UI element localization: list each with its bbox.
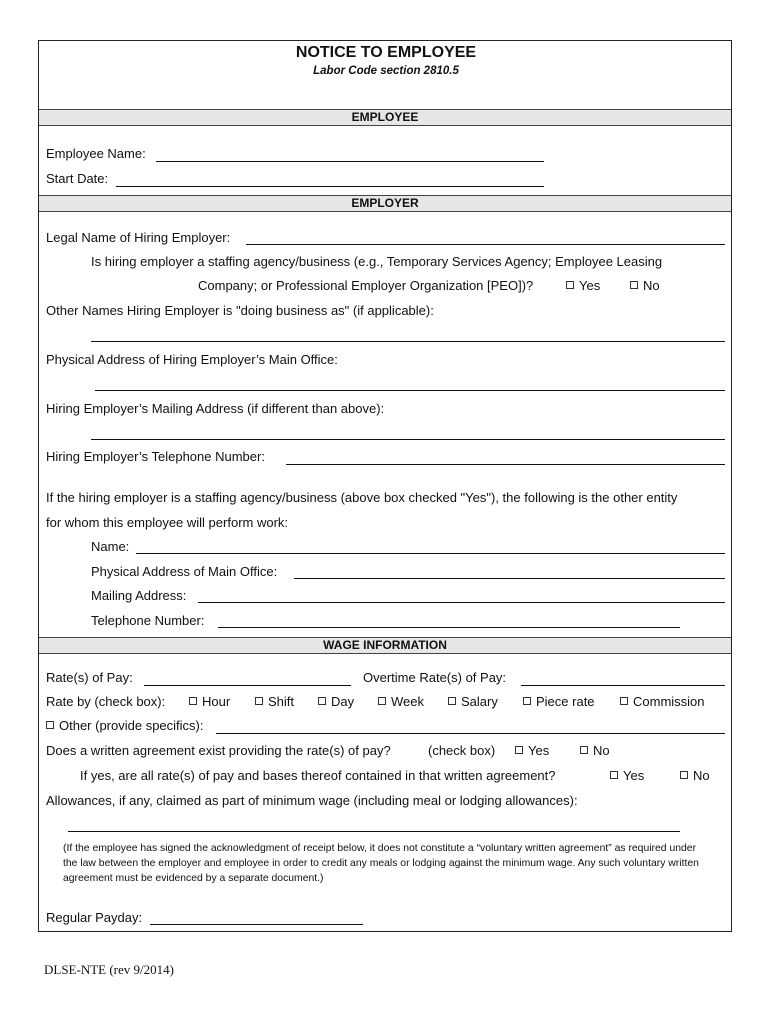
start-date-label: Start Date:	[46, 171, 109, 186]
other-names-field[interactable]	[91, 341, 725, 342]
written-agreement-question: Does a written agreement exist providing the rate(s) of pay?	[46, 743, 391, 758]
rate-commission-checkbox[interactable]: Commission	[620, 694, 705, 709]
section-wage: WAGE INFORMATION	[39, 637, 731, 654]
checkbox-icon	[189, 697, 197, 705]
staffing-yes-checkbox[interactable]: Yes	[566, 278, 600, 293]
form-subtitle: Labor Code section 2810.5	[313, 65, 459, 77]
telephone-field[interactable]	[286, 464, 725, 465]
rate-piece-checkbox[interactable]: Piece rate	[523, 694, 595, 709]
employee-name-label: Employee Name:	[46, 146, 146, 161]
legal-name-label: Legal Name of Hiring Employer:	[46, 230, 231, 245]
written-no-checkbox[interactable]: No	[580, 743, 610, 758]
rate-other-field[interactable]	[216, 733, 725, 734]
rates-field[interactable]	[144, 685, 351, 686]
checkbox-icon	[515, 746, 523, 754]
section-employer: EMPLOYER	[39, 195, 731, 212]
staffing-question-line2: Company; or Professional Employer Organization [PEO])?	[198, 278, 534, 293]
checkbox-icon	[46, 721, 54, 729]
checkbox-icon	[255, 697, 263, 705]
mailing-address-field[interactable]	[91, 439, 725, 440]
rate-other-checkbox[interactable]: Other (provide specifics):	[46, 718, 204, 733]
contained-no-checkbox[interactable]: No	[680, 768, 710, 783]
overtime-label: Overtime Rate(s) of Pay:	[363, 670, 507, 685]
form-code: DLSE-NTE (rev 9/2014)	[44, 962, 174, 977]
checkbox-icon	[580, 746, 588, 754]
overtime-field[interactable]	[521, 685, 725, 686]
rate-day-checkbox[interactable]: Day	[318, 694, 354, 709]
other-entity-mailing-field[interactable]	[198, 602, 725, 603]
checkbox-icon	[630, 281, 638, 289]
rate-week-checkbox[interactable]: Week	[378, 694, 424, 709]
rate-shift-checkbox[interactable]: Shift	[255, 694, 294, 709]
staffing-note-line2: for whom this employee will perform work:	[46, 515, 289, 530]
staffing-note-line1: If the hiring employer is a staffing agency/business (above box checked "Yes"), the following is the other entity	[46, 490, 678, 505]
other-names-label: Other Names Hiring Employer is "doing business as" (if applicable):	[46, 303, 434, 318]
rate-salary-checkbox[interactable]: Salary	[448, 694, 498, 709]
start-date-field[interactable]	[116, 186, 544, 187]
payday-field[interactable]	[150, 924, 363, 925]
allowances-label: Allowances, if any, claimed as part of minimum wage (including meal or lodging allowances):	[46, 793, 578, 808]
checkbox-icon	[620, 697, 628, 705]
telephone-label: Hiring Employer’s Telephone Number:	[46, 449, 265, 464]
staffing-question-line1: Is hiring employer a staffing agency/business (e.g., Temporary Services Agency; Employee Leasing	[91, 254, 663, 269]
physical-address-label: Physical Address of Hiring Employer’s Main Office:	[46, 352, 338, 367]
employee-name-field[interactable]	[156, 161, 544, 162]
checkbox-icon	[610, 771, 618, 779]
mailing-address-label: Hiring Employer’s Mailing Address (if different than above):	[46, 401, 385, 416]
other-entity-phone-label: Telephone Number:	[91, 613, 205, 628]
other-entity-phone-field[interactable]	[218, 627, 680, 628]
rate-hour-checkbox[interactable]: Hour	[189, 694, 230, 709]
notice-form	[38, 40, 732, 932]
written-yes-checkbox[interactable]: Yes	[515, 743, 549, 758]
acknowledgment-note: (If the employee has signed the acknowledgment of receipt below, it does not constitute a “voluntary written agreement” as required under the law between the employer and employee in order to credit any meals or lodging against the minimum wage. Any such voluntary written agreement must be evidenced by a separate document.)	[63, 843, 699, 884]
other-entity-physical-field[interactable]	[294, 578, 725, 579]
checkbox-icon	[523, 697, 531, 705]
payday-label: Regular Payday:	[46, 910, 143, 925]
allowances-field[interactable]	[68, 831, 680, 832]
form-title: NOTICE TO EMPLOYEE	[295, 44, 477, 61]
rate-by-label: Rate by (check box):	[46, 694, 166, 709]
other-entity-name-field[interactable]	[136, 553, 725, 554]
rates-label: Rate(s) of Pay:	[46, 670, 133, 685]
checkbox-icon	[566, 281, 574, 289]
staffing-no-checkbox[interactable]: No	[630, 278, 660, 293]
checkbox-icon	[680, 771, 688, 779]
checkbox-icon	[448, 697, 456, 705]
legal-name-field[interactable]	[246, 244, 725, 245]
other-entity-mailing-label: Mailing Address:	[91, 588, 187, 603]
contained-yes-checkbox[interactable]: Yes	[610, 768, 644, 783]
section-employee: EMPLOYEE	[39, 109, 731, 126]
contained-question: If yes, are all rate(s) of pay and bases thereof contained in that written agreement?	[80, 768, 556, 783]
other-entity-physical-label: Physical Address of Main Office:	[91, 564, 278, 579]
other-entity-name-label: Name:	[91, 539, 130, 554]
checkbox-icon	[318, 697, 326, 705]
check-box-hint: (check box)	[428, 743, 496, 758]
physical-address-field[interactable]	[95, 390, 725, 391]
checkbox-icon	[378, 697, 386, 705]
